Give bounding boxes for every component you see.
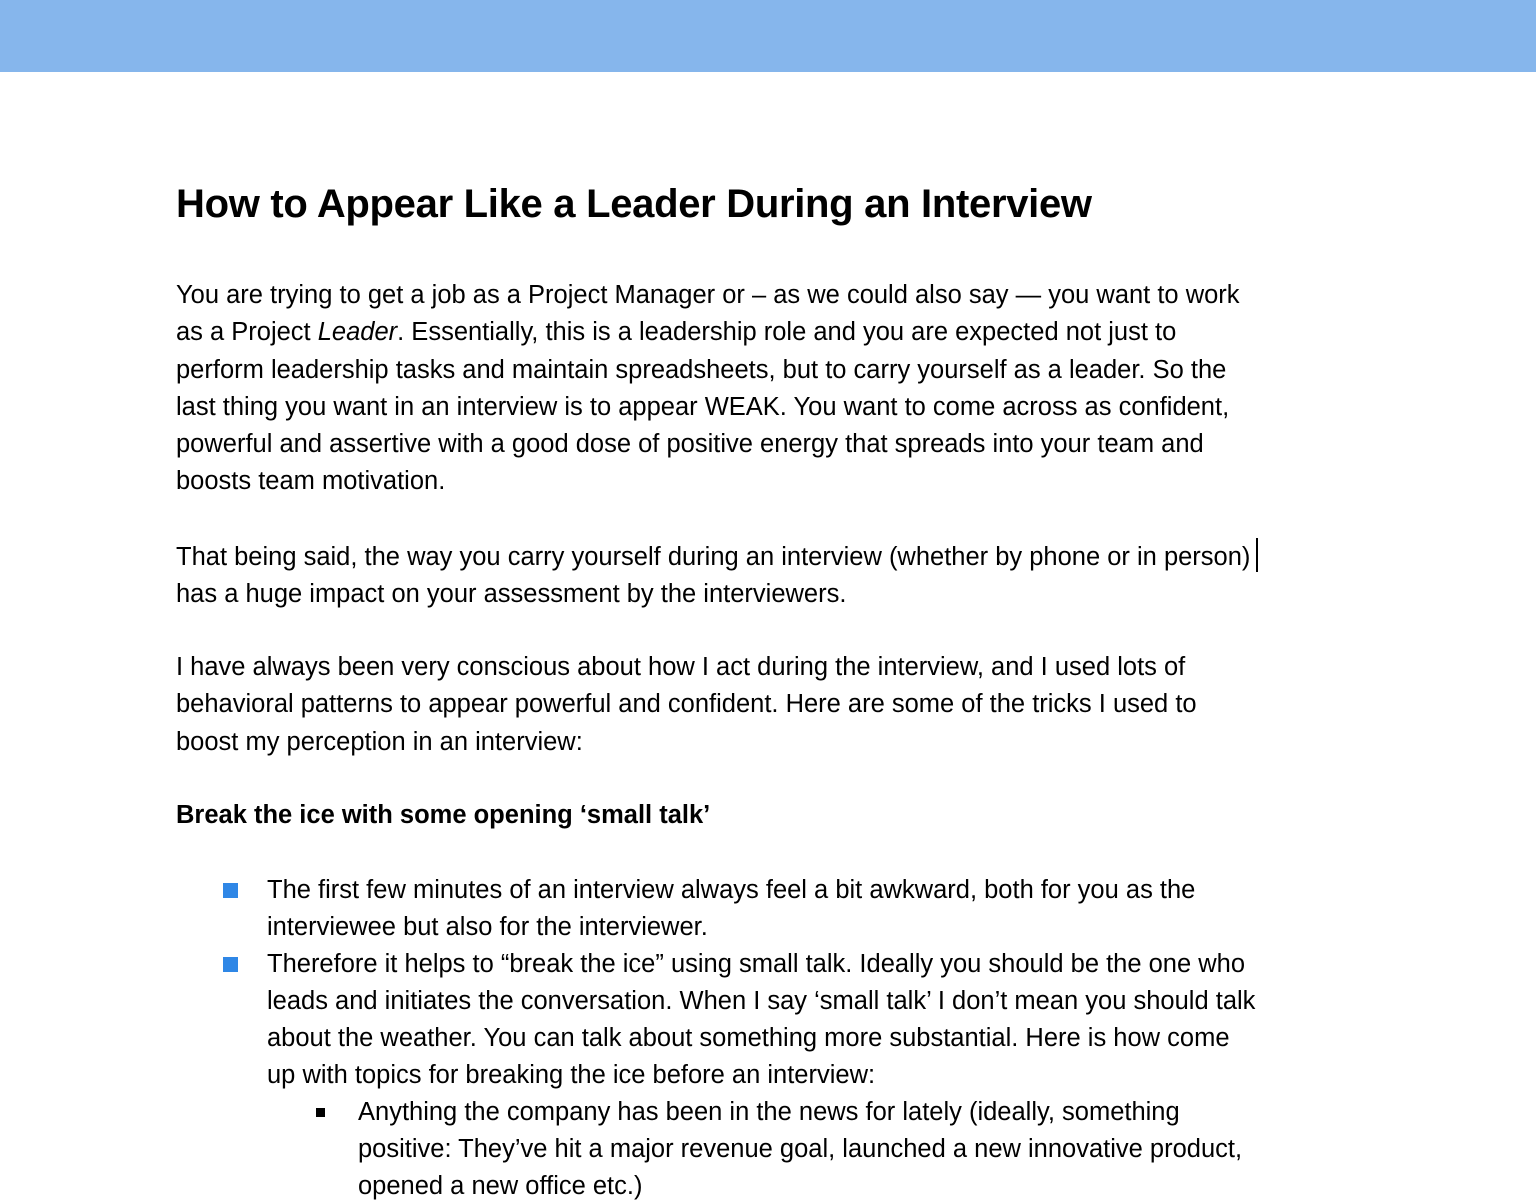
paragraph-line xyxy=(176,538,1371,576)
list-item-line: Anything the company has been in the news for lately (ideally, something xyxy=(358,1098,1180,1126)
paragraph-line: has a huge impact on your assessment by the interviewers. xyxy=(176,580,847,609)
small-square-bullet-icon xyxy=(316,1108,325,1117)
list-item-line: positive: They’ve hit a major revenue goal, launched a new innovative product, xyxy=(358,1135,1243,1163)
section-heading: Break the ice with some opening ‘small talk’ xyxy=(176,801,711,829)
square-bullet-icon xyxy=(223,883,238,898)
list-item xyxy=(176,946,1255,1202)
intro-paragraph xyxy=(176,277,1371,501)
text-run: That being said, the way you carry yourself during an interview (whether by phone or in person) xyxy=(176,543,1251,571)
paragraph-line: perform leadership tasks and maintain spreadsheets, but to carry yourself as a leader. So the xyxy=(176,355,1227,384)
italic-text: Leader xyxy=(317,318,398,347)
list-item-line: Therefore it helps to “break the ice” using small talk. Ideally you should be the one who xyxy=(267,950,1246,978)
paragraph-line: I have always been very conscious about how I act during the interview, and I used lots of xyxy=(176,653,1186,681)
text-cursor xyxy=(1256,538,1258,572)
text-run: . Essentially, this is a leadership role and you are expected not just to xyxy=(397,318,1177,347)
top-banner xyxy=(0,0,1536,72)
second-paragraph xyxy=(176,538,1371,614)
list-item-line: up with topics for breaking the ice before an interview: xyxy=(267,1061,876,1089)
bullet-list xyxy=(176,872,1255,1202)
list-item-line: interviewee but also for the interviewer. xyxy=(267,913,708,941)
list-item-line: leads and initiates the conversation. When I say ‘small talk’ I don’t mean you should talk xyxy=(267,987,1256,1015)
sub-list-item xyxy=(267,1094,1255,1202)
list-item-line: The first few minutes of an interview always feel a bit awkward, both for you as the xyxy=(267,876,1196,904)
paragraph-line: boosts team motivation. xyxy=(176,467,446,496)
list-item-line: opened a new office etc.) xyxy=(358,1172,643,1200)
paragraph-line: last thing you want in an interview is to appear WEAK. You want to come across as confident, xyxy=(176,392,1230,421)
paragraph-line: powerful and assertive with a good dose of positive energy that spreads into your team and xyxy=(176,430,1204,459)
square-bullet-icon xyxy=(223,957,238,972)
paragraph-line: behavioral patterns to appear powerful and confident. Here are some of the tricks I used to xyxy=(176,690,1197,719)
paragraph-line: You are trying to get a job as a Project Manager or – as we could also say — you want to work xyxy=(176,281,1240,309)
text-run: as a Project xyxy=(176,318,318,347)
list-item-line: about the weather. You can talk about something more substantial. Here is how come xyxy=(267,1024,1230,1052)
paragraph-line xyxy=(176,314,1371,351)
sub-bullet-list xyxy=(267,1094,1255,1202)
page-title: How to Appear Like a Leader During an Interview xyxy=(176,182,1092,226)
third-paragraph xyxy=(176,649,1371,761)
list-item xyxy=(176,872,1255,946)
paragraph-line: boost my perception in an interview: xyxy=(176,727,583,756)
